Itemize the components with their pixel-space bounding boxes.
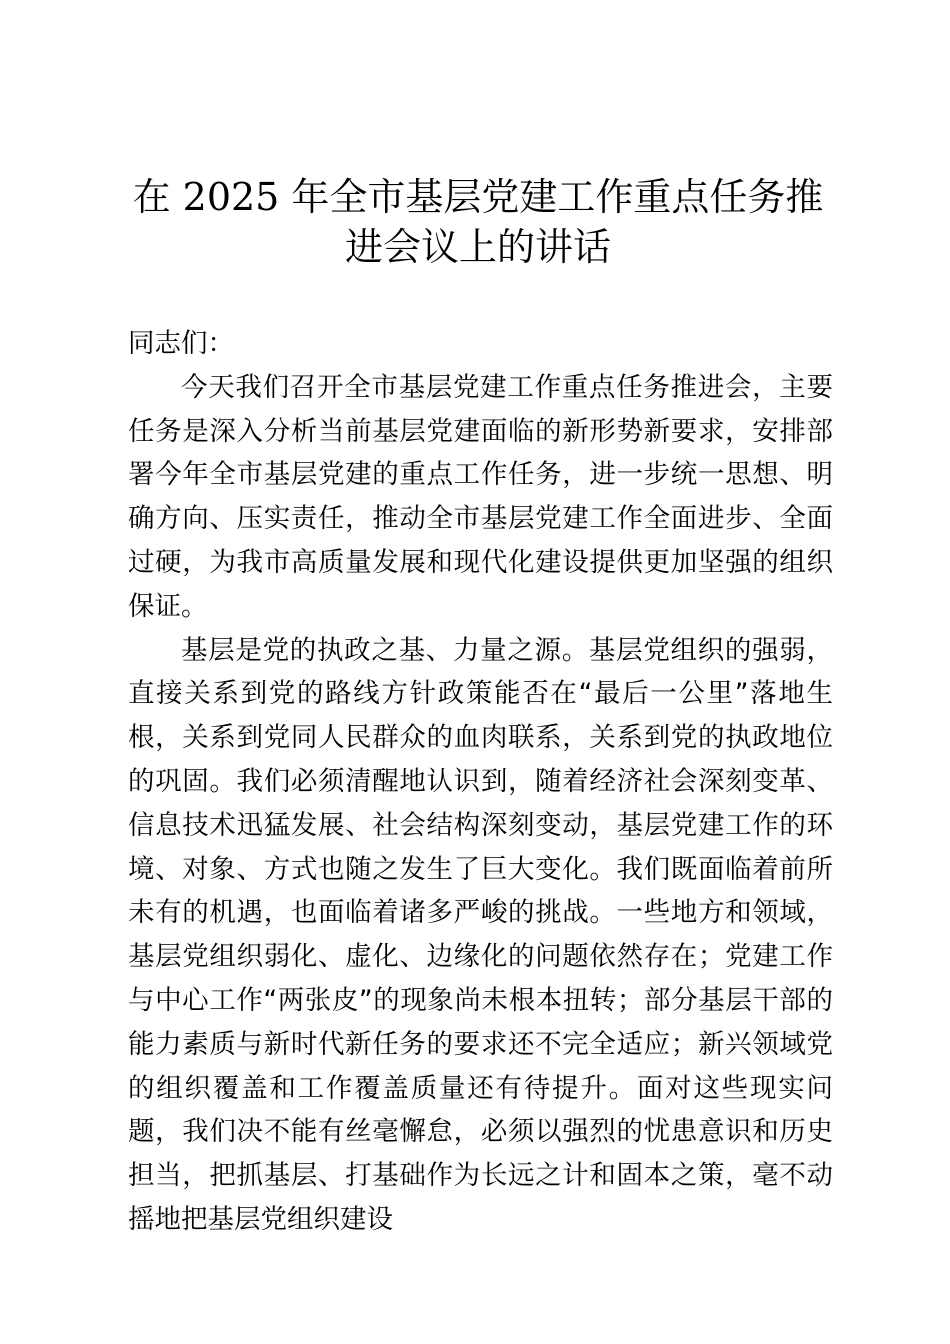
document-title: 在 2025 年全市基层党建工作重点任务推进会议上的讲话 xyxy=(132,175,824,269)
paragraph-1: 今天我们召开全市基层党建工作重点任务推进会，主要任务是深入分析当前基层党建面临的新形势新要求，安排部署今年全市基层党建的重点工作任务，进一步统一思想、明确方向、压实责任，推动全市基层党建工作全面进步、全面过硬，为我市高质量发展和现代化建设提供更加坚强的组织保证。 xyxy=(128,371,833,622)
paragraph-2: 基层是党的执政之基、力量之源。基层党组织的强弱，直接关系到党的路线方针政策能否在“最后一公里”落地生根，关系到党同人民群众的血肉联系，关系到党的执政地位的巩固。我们必须清醒地认识到，随着经济社会深刻变革、信息技术迅猛发展、社会结构深刻变动，基层党建工作的环境、对象、方式也随之发生了巨大变化。我们既面临着前所未有的机遇，也面临着诸多严峻的挑战。一些地方和领域，基层党组织弱化、虚化、边缘化的问题依然存在；党建工作与中心工作“两张皮”的现象尚未根本扭转；部分基层干部的能力素质与新时代新任务的要求还不完全适应；新兴领域党的组织覆盖和工作覆盖质量还有待提升。面对这些现实问题，我们决不能有丝毫懈怠，必须以强烈的忧患意识和历史担当，把抓基层、打基础作为长远之计和固本之策，毫不动摇地把基层党组织建设 xyxy=(128,634,833,1235)
salutation: 同志们： xyxy=(128,328,234,359)
document-body xyxy=(128,322,833,1242)
